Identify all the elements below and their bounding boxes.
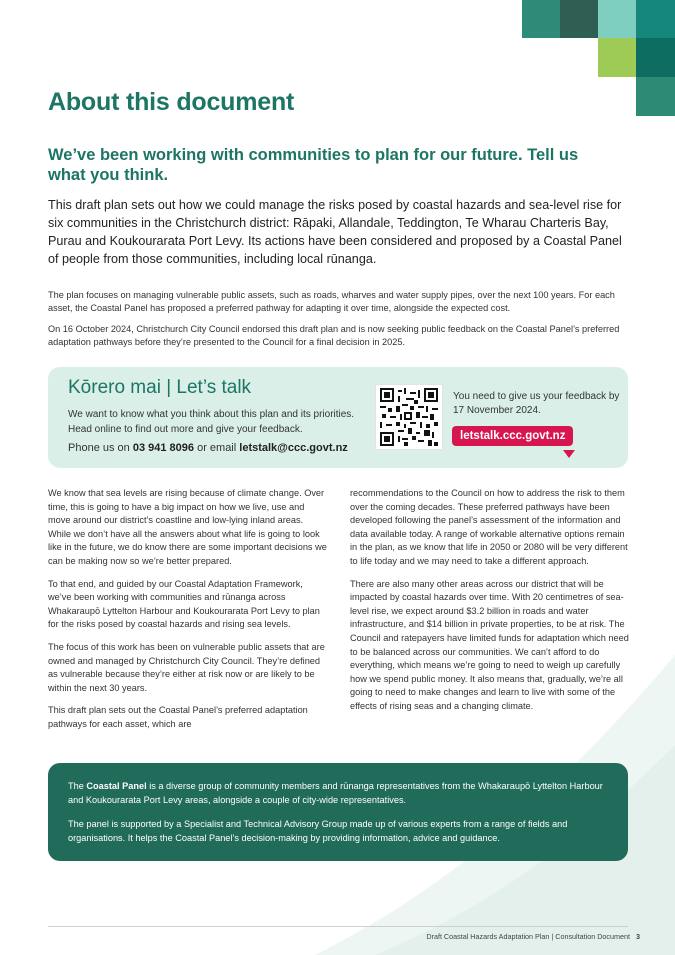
decor-square — [598, 38, 636, 77]
phone-prefix: Phone us on — [68, 442, 133, 454]
decor-square — [522, 0, 560, 38]
page-title: About this document — [48, 88, 295, 116]
lets-talk-box — [48, 367, 628, 468]
panel-bold-term: Coastal Panel — [86, 781, 147, 791]
body-paragraph: The focus of this work has been on vulnerable public assets that are owned and managed by Christchurch City Council. They’re defined as vulnerable because they’re either at risk now or are likely to be within the next 30 years. — [48, 641, 325, 693]
website-link-button[interactable]: letstalk.ccc.govt.nz — [452, 426, 573, 446]
speech-tail-icon — [563, 450, 575, 458]
footer — [426, 932, 640, 941]
left-column — [48, 487, 328, 741]
decor-square — [598, 0, 636, 38]
body-paragraph: We know that sea levels are rising because of climate change. Over time, this is going to have a big impact on how we live, use and move around our district’s coastline and low-lying inland areas. While we don’t have all the answers about what life is going to look like in the future, we do know there are some important decisions we can be making now so we’re better prepared. — [48, 488, 327, 566]
body-paragraph: This draft plan sets out the Coastal Panel’s preferred adaptation pathways for each asset, which are — [48, 705, 308, 729]
intro-paragraph: The plan focuses on managing vulnerable public assets, such as roads, wharves and water supply pipes, over the next 100 years. For each asset, the Coastal Panel has proposed a preferred pathway for adapting it over time, alongside the expected cost. — [48, 290, 615, 314]
lead-paragraph: This draft plan sets out how we could manage the risks posed by coastal hazards and sea-level rise for six communities in the Christchurch district: Rāpaki, Allandale, Teddington, Te Wharau Charteris Bay, Purau and Koukourarata Port Levy. Its actions have been considered and proposed by a Coastal Panel of people from those communities, including local rūnanga. — [48, 198, 622, 266]
email-prefix: or email — [194, 442, 240, 454]
contact-line — [68, 442, 348, 454]
panel-prefix: The — [68, 781, 87, 791]
coastal-panel-box — [48, 763, 628, 861]
footer-divider — [48, 926, 628, 927]
right-column — [350, 487, 630, 723]
panel-paragraph: The panel is supported by a Specialist and Technical Advisory Group made up of various experts from a range of fields and organisations. It helps the Coastal Panel’s decision-making by providing information, advice and guidance. — [68, 819, 568, 843]
body-paragraph: There are also many other areas across our district that will be impacted by coastal hazards over time. With 20 centimetres of sea-level rise, we expect around $3.2 billion in roads and water infrastructure, and $14 billion in private properties, to be at risk. The Council and ratepayers have limited funds for adaptation which need to be balanced across our communities. We can’t afford to do everything, which means we’re going to need to weigh up carefully how we spend public money. It also means that, gradually, we’re all going to need to make changes and learn to live with some of the effects of rising seas and a changing climate. — [350, 578, 629, 711]
page-subtitle: We’ve been working with communities to plan for our future. Tell us what you think. — [48, 146, 579, 184]
lets-talk-title: Kōrero mai | Let’s talk — [68, 377, 252, 398]
qr-code-icon[interactable] — [375, 384, 443, 450]
panel-paragraph — [68, 779, 613, 807]
body-paragraph: To that end, and guided by our Coastal Adaptation Framework, we’ve been working with communities and rūnanga across Whakaraupō Lyttelton Harbour and Koukourarata Port Levy to plan for the risks posed by coastal hazards and rising sea levels. — [48, 578, 320, 630]
feedback-deadline: You need to give us your feedback by 17 November 2024. — [453, 391, 620, 416]
lets-talk-text: We want to know what you think about this plan and its priorities. Head online to find out more and give your feedback. — [68, 409, 355, 435]
footer-text: Draft Coastal Hazards Adaptation Plan | Consultation Document — [426, 932, 630, 941]
email-link[interactable]: letstalk@ccc.govt.nz — [239, 442, 348, 454]
decor-square — [636, 38, 675, 77]
decor-square — [636, 0, 675, 38]
decor-square — [636, 77, 675, 116]
panel-rest: is a diverse group of community members and rūnanga representatives from the Whakaraupō Lyttelton Harbour and Koukourarata Port Levy areas, alongside a couple of city-wide representatives. — [68, 781, 603, 805]
intro-paragraph: On 16 October 2024, Christchurch City Council endorsed this draft plan and is now seeking public feedback on the Coastal Panel’s preferred adaptation pathways before they’re presented to the Council for a final decision in 2025. — [48, 324, 620, 348]
page-number: 3 — [636, 932, 640, 941]
decor-square — [560, 0, 598, 38]
body-paragraph: recommendations to the Council on how to address the risk to them over the coming decades. These preferred pathways have been developed following the panel’s assessment of the information and data available today. A range of workable alternative options remain in the plan, as we know that life in 2050 or 2080 will be very different to life today and we may need to take a different approach. — [350, 488, 628, 566]
phone-number[interactable]: 03 941 8096 — [132, 442, 195, 454]
